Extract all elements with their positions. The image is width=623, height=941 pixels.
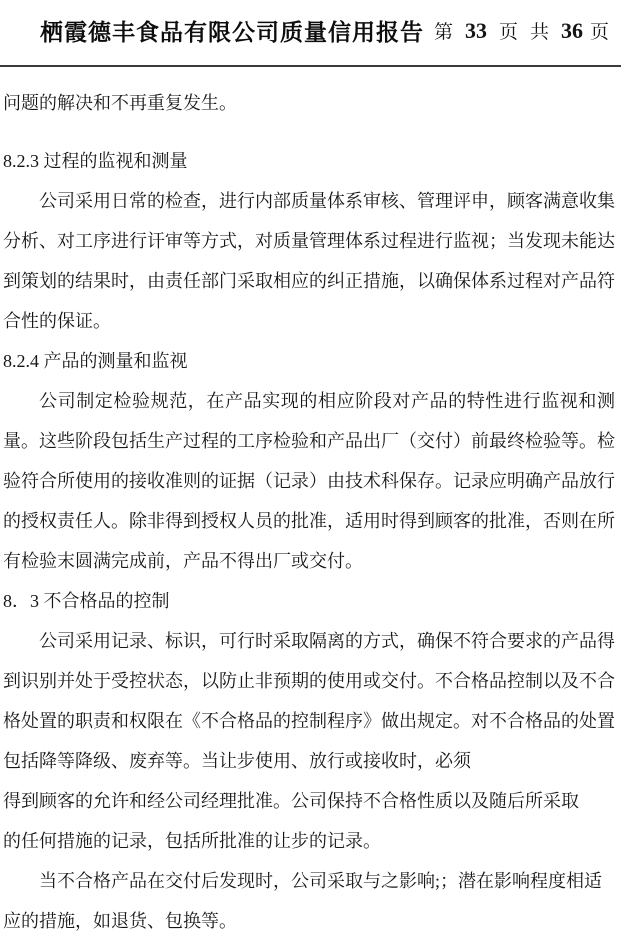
text-line: 当不合格产品在交付后发现时，公司采取与之影响;；潜在影响程度相适 — [39, 871, 602, 891]
header-rule — [0, 65, 621, 67]
section-heading: 8．3 不合格品的控制 — [3, 591, 170, 611]
text-line: 公司采用日常的检查，进行内部质量体系审核、管理评申，顾客满意收集 — [39, 191, 615, 211]
page-suffix-label: 页 — [589, 22, 609, 43]
page-mid-label: 页 — [498, 22, 518, 43]
text-line: 公司采用记录、标识，可行时采取隔离的方式，确保不符合要求的产品得 — [39, 631, 615, 651]
report-title: 栖霞德丰食品有限公司质量信用报告 — [40, 19, 424, 45]
document-body — [3, 83, 615, 941]
total-label: 共 — [529, 22, 549, 43]
text-line: 的任何措施的记录，包括所批准的让步的记录。 — [3, 831, 381, 851]
section-heading: 8.2.3 过程的监视和测量 — [3, 151, 188, 171]
page-number: 33 — [464, 18, 487, 43]
section-heading: 8.2.4 产品的测量和监视 — [3, 351, 188, 371]
page-indicator — [428, 17, 615, 44]
text-line: 分析、对工序进行讦审等方式，对质量管理体系过程进行监视；当发现未能达 — [3, 231, 615, 251]
text-line: 的授权责任人。除非得到授权人员的批准，适用时得到顾客的批准，否则在所 — [3, 511, 615, 531]
text-line: 应的措施，如退货、包换等。 — [3, 911, 237, 931]
text-line: 合性的保证。 — [3, 311, 111, 331]
text-line: 到策划的结果时，由责任部门采取相应的纠正措施，以确保体系过程对产品符 — [3, 271, 615, 291]
text-line: 问题的解决和不再重复发生。 — [3, 93, 237, 113]
page-header — [0, 12, 623, 52]
page-prefix-label: 第 — [433, 22, 453, 43]
text-line: 有检验末圆满完成前，产品不得出厂或交付。 — [3, 551, 363, 571]
text-line: 公司制定检验规范，在产品实现的相应阶段对产品的特性进行监视和测 — [39, 391, 615, 411]
total-pages: 36 — [560, 18, 583, 43]
text-line: 到识别并处于受控状态，以防止非预期的使用或交付。不合格品控制以及不合 — [3, 671, 615, 691]
text-line: 量。这些阶段包括生产过程的工序检验和产品出厂（交付）前最终检验等。检 — [3, 431, 615, 451]
text-line: 包括降等降级、废弃等。当让步使用、放行或接收时，必须 — [3, 751, 471, 771]
text-line: 验符合所使用的接收准则的证据（记录）由技术科保存。记录应明确产品放行 — [3, 471, 615, 491]
text-line: 得到顾客的允许和经公司经理批准。公司保持不合格性质以及随后所采取 — [3, 791, 579, 811]
text-line: 格处置的职责和权限在《不合格品的控制程序》做出规定。对不合格品的处置 — [3, 711, 615, 731]
